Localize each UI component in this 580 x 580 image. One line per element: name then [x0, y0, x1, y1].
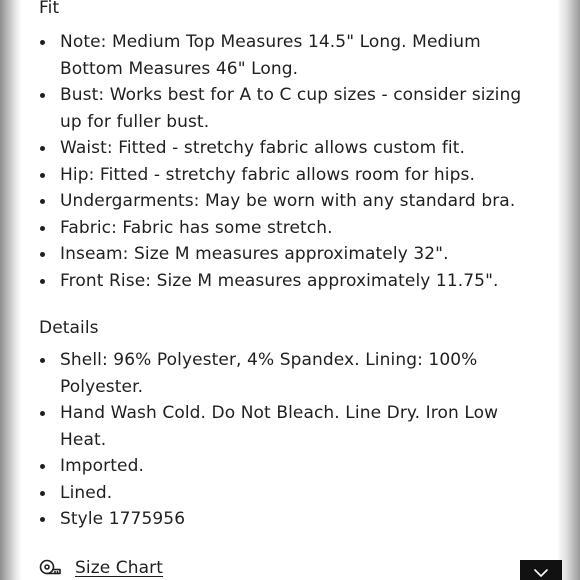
size-chart-link[interactable] [38, 555, 163, 580]
list-item [39, 188, 529, 215]
bullet-icon [40, 464, 45, 469]
bullet-icon [40, 173, 45, 178]
list-item-text: Front Rise: Size M measures approximately 11.75". [60, 270, 499, 291]
bullet-icon [40, 93, 45, 98]
list-item-text: Shell: 96% Polyester, 4% Spandex. Lining: 100% Polyester. [60, 350, 478, 397]
list-item [39, 135, 529, 162]
list-item-text: Inseam: Size M measures approximately 32". [60, 244, 449, 264]
list-item-text: Bust: Works best for A to C cup sizes - consider sizing up for fuller bust. [60, 85, 522, 132]
list-item-text: Undergarments: May be worn with any standard bra. [60, 191, 516, 211]
list-item-text: Imported. [60, 456, 144, 476]
tape-measure-icon [38, 556, 62, 580]
bullet-icon [40, 279, 45, 284]
list-item-text: Style 1775956 [60, 509, 186, 529]
list-item [39, 241, 529, 268]
list-item-text: Waist: Fitted - stretchy fabric allows custom fit. [60, 138, 466, 158]
bullet-icon [40, 146, 45, 151]
list-item [39, 506, 529, 533]
bullet-icon [40, 517, 45, 522]
list-item [39, 82, 529, 135]
details-list [39, 347, 529, 533]
list-item [39, 215, 529, 242]
list-item [39, 268, 529, 295]
details-heading: Details [39, 318, 99, 338]
bullet-icon [40, 199, 45, 204]
list-item [39, 29, 529, 82]
fit-list [39, 29, 529, 294]
bullet-icon [40, 40, 45, 45]
product-info-panel [22, 0, 558, 580]
list-item [39, 347, 529, 400]
bullet-icon [40, 226, 45, 231]
list-item [39, 453, 529, 480]
fit-heading: Fit [39, 0, 60, 18]
scroll-down-button[interactable] [520, 560, 562, 580]
list-item-text: Hand Wash Cold. Do Not Bleach. Line Dry. Iron Low Heat. [60, 403, 499, 450]
list-item [39, 480, 529, 507]
list-item-text: Note: Medium Top Measures 14.5" Long. Medium Bottom Measures 46" Long. [60, 32, 481, 79]
bullet-icon [40, 252, 45, 257]
list-item [39, 162, 529, 189]
list-item [39, 400, 529, 453]
bullet-icon [40, 358, 45, 363]
list-item-text: Hip: Fitted - stretchy fabric allows room for hips. [60, 164, 475, 185]
bullet-icon [40, 491, 45, 496]
chevron-down-icon [533, 563, 549, 580]
bullet-icon [40, 411, 45, 416]
list-item-text: Fabric: Fabric has some stretch. [60, 217, 333, 238]
list-item-text: Lined. [60, 482, 113, 503]
size-chart-label: Size Chart [75, 558, 164, 578]
